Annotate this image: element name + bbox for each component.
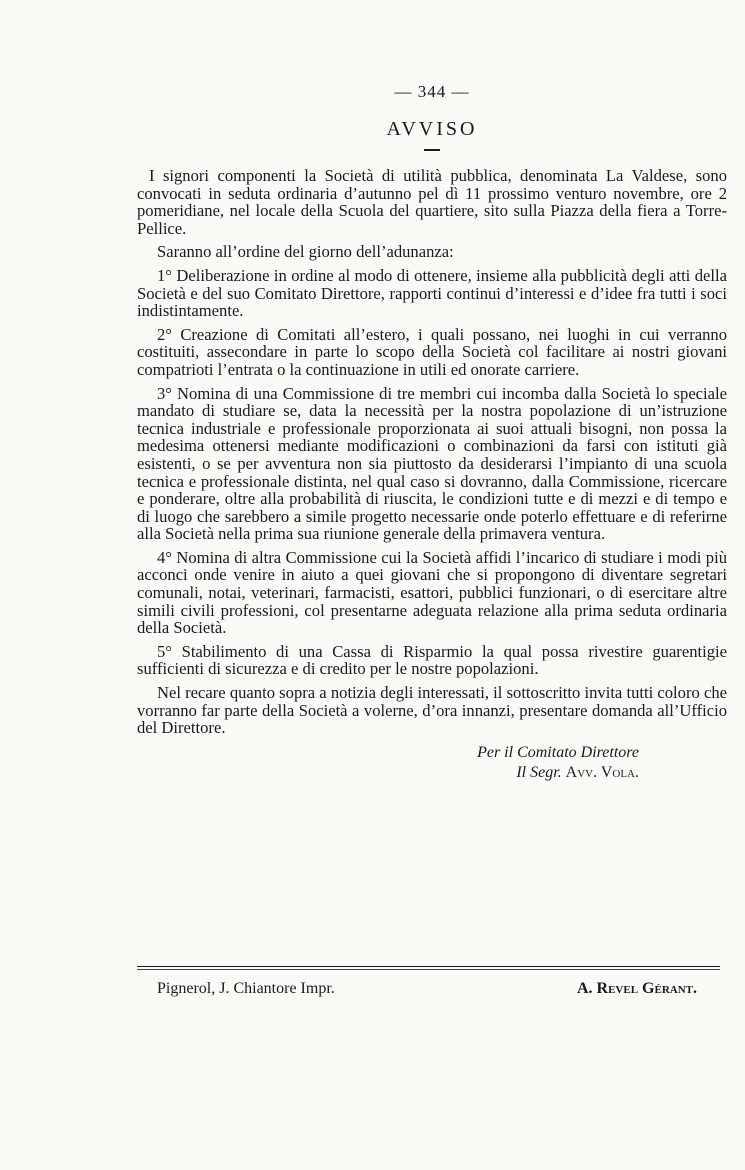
closing-paragraph: Nel recare quanto sopra a notizia degli interessati, il sottoscritto invita tutti coloro che vorranno far parte della Società a volerne, d’ora innanzi, presentare domanda all’Ufficio del Direttore. xyxy=(137,683,727,738)
printer-credit: Pignerol, J. Chiantore Impr. xyxy=(157,980,335,997)
gerant-credit: A. Revel Gérant. xyxy=(576,980,697,997)
signature-secretary xyxy=(137,763,639,783)
imprint-line xyxy=(157,980,697,998)
footer-divider xyxy=(137,966,720,967)
agenda-item-1: 1° Deliberazione in ordine al modo di ottenere, insieme alla pubblicità degli atti della Società e del suo Comitato Direttore, rapporti continui d’interessi e d’idee fra tutti i soci indistintamente. xyxy=(137,265,727,321)
document-page xyxy=(137,82,727,783)
agenda-intro: Saranno all’ordine del giorno dell’adunanza: xyxy=(157,242,454,262)
signature-secretary-prefix: Il Segr. xyxy=(516,763,562,781)
signature-committee: Per il Comitato Direttore xyxy=(477,743,639,761)
signature-secretary-name: Avv. Vola. xyxy=(565,763,639,781)
agenda-item-3: 3° Nomina di una Commissione di tre membri cui incomba dalla Società lo speciale mandato di studiare se, data la necessità per la nostra popolazione di un’istruzione tecnica industriale e professionale proporzionata ai suoi attuali bisogni, non possa la medesima ottenersi mediante modificazioni o combinazioni da farsi con istituti già esistenti, o se per avventura non sia piuttosto da desiderarsi l’impianto di una scuola tecnica e professionale distinta, nel qual caso si dovranno, dalla Commissione, ricercare e ponderare, oltre alla probabilità di riuscita, le condizioni tutte e di mezzi e di tempo e di luogo che sarebbero a simile progetto necessarie onde poterlo effettuare e di referirne alla Società nella prima sua riunione generale della primavera ventura. xyxy=(137,383,727,544)
title-divider xyxy=(424,149,440,151)
agenda-item-5: 5° Stabilimento di una Cassa di Risparmio la qual possa rivestire guarentigie sufficienti di sicurezza e di credito per le nostre popolazioni. xyxy=(137,641,727,679)
notice-title: AVVISO xyxy=(386,118,478,140)
signature-block xyxy=(137,743,639,783)
agenda-item-2: 2° Creazione di Comitati all’estero, i quali possano, nei luoghi in cui verranno costituiti, assecondare in parte lo scopo della Società col facilitare ai nostri giovani compatrioti l’entrata o la continuazione in utili ed onorate carriere. xyxy=(137,324,727,379)
notice-body xyxy=(137,167,727,737)
intro-paragraph: I signori componenti la Società di utilità pubblica, denominata La Valdese, sono convocati in seduta ordinaria d’autunno pel dì 11 prossimo venturo novembre, ore 2 pomeridiane, nel locale della Scuola del quartiere, sito sulla Piazza della fiera a Torre-Pellice. xyxy=(137,166,727,238)
page-number: — 344 — xyxy=(394,82,470,101)
agenda-item-4: 4° Nomina di altra Commissione cui la Società affidi l’incarico di studiare i modi più acconci onde venire in aiuto a quei giovani che si propongono di diventare segretari comunali, notai, veterinari, farmacisti, esattori, pubblici funzionari, o di esercitare altre simili civili professioni, col presentarne adeguata relazione alla prima seduta ordinaria della Società. xyxy=(137,547,727,638)
footer-divider-thin xyxy=(137,969,720,970)
